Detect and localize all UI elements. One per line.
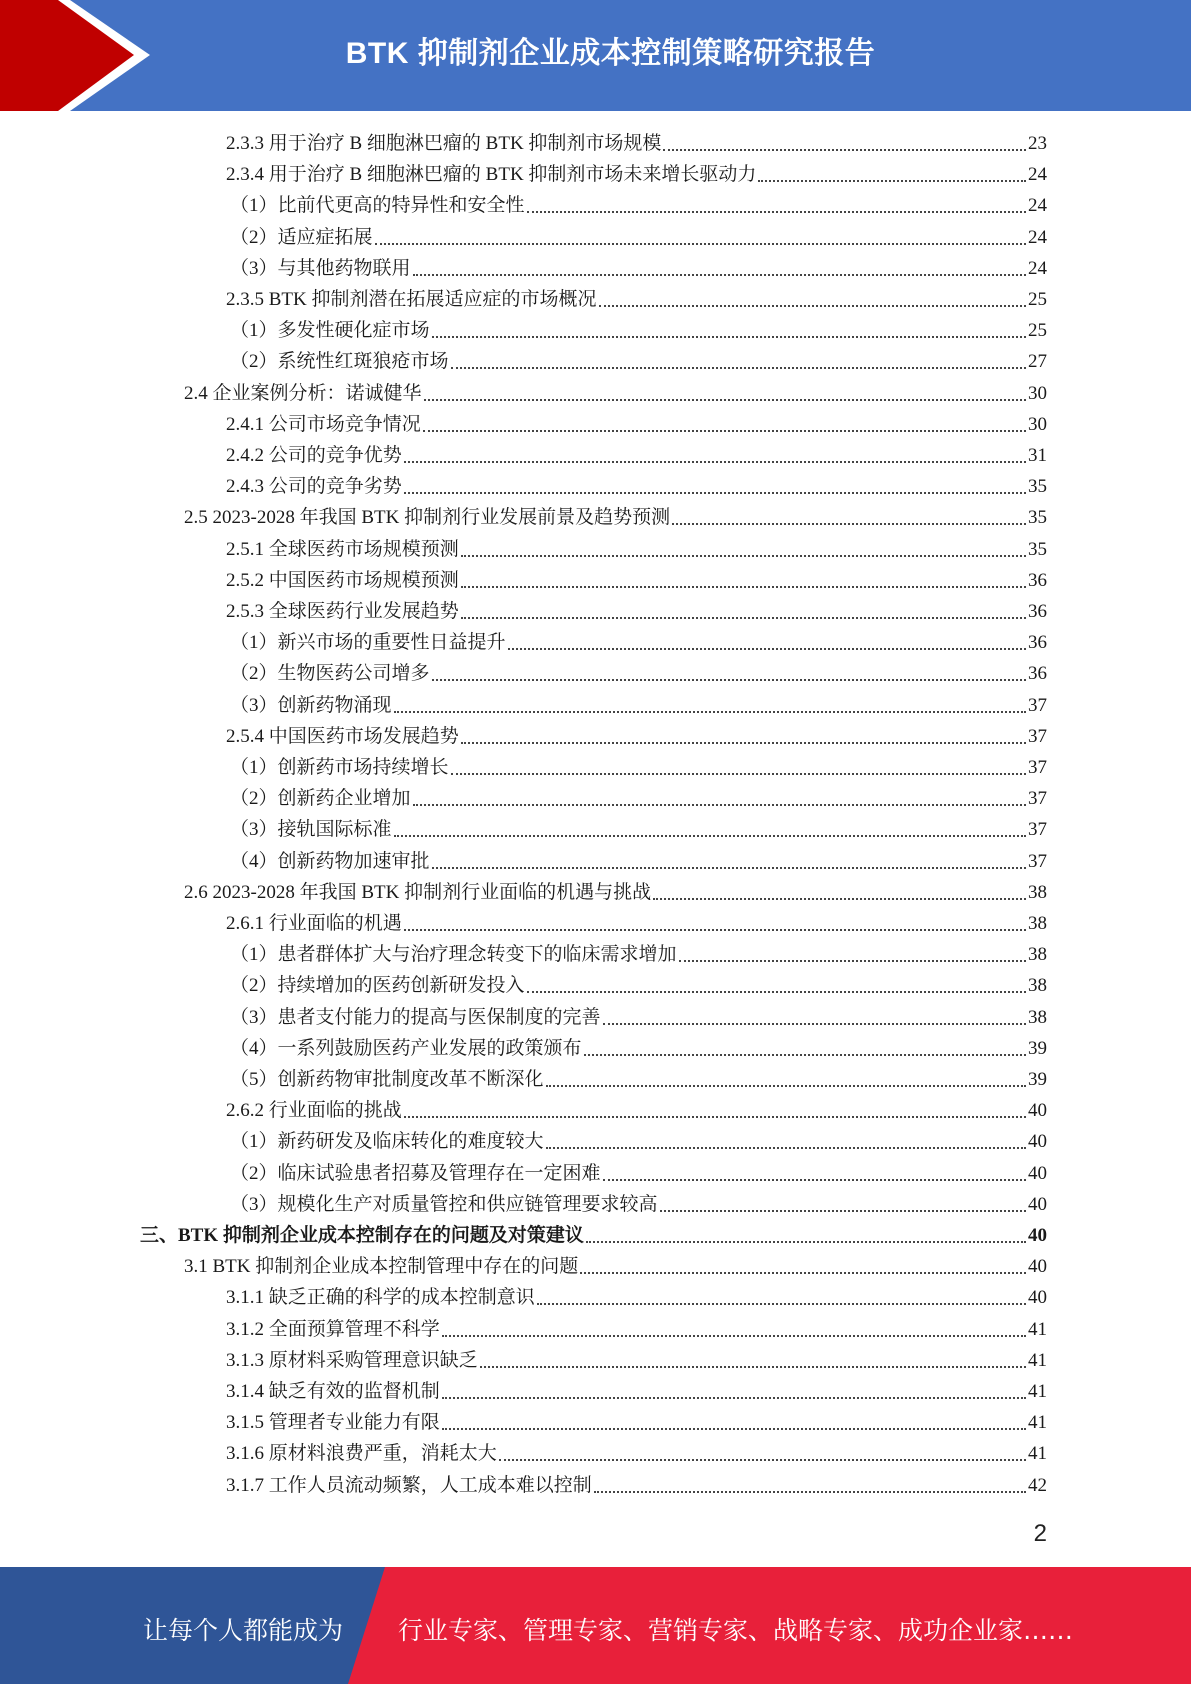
- footer-slogan-right: 行业专家、管理专家、营销专家、战略专家、成功企业家……: [398, 1616, 1074, 1645]
- toc-entry[interactable]: [230, 938, 1047, 966]
- toc-entry-page: 41: [1028, 1443, 1047, 1465]
- toc-entry-page: 23: [1028, 133, 1047, 154]
- toc-entry-page: 24: [1028, 164, 1047, 186]
- toc-entry-title: 2.6.2 行业面临的挑战: [226, 1100, 402, 1122]
- toc-entry-title: （3）创新药物涌现: [230, 694, 392, 716]
- toc-entry-title: （1）多发性硬化症市场: [230, 320, 430, 342]
- toc-dot-leader: [594, 1491, 1026, 1493]
- toc-entry[interactable]: [230, 1157, 1047, 1185]
- toc-entry-page: 27: [1028, 351, 1047, 373]
- toc-entry[interactable]: [226, 1281, 1047, 1309]
- toc-entry-title: （5）创新药物审批制度改革不断深化: [230, 1069, 544, 1090]
- toc-entry-page: 31: [1028, 445, 1047, 466]
- toc-entry-page: 38: [1028, 881, 1047, 903]
- toc-entry-title: 2.3.4 用于治疗 B 细胞淋巴瘤的 BTK 抑制剂市场未来增长驱动力: [226, 164, 757, 186]
- toc-entry[interactable]: [230, 189, 1047, 217]
- toc-entry-page: 41: [1028, 1412, 1047, 1434]
- toc-entry-title: 2.4.3 公司的竞争劣势: [226, 476, 402, 498]
- toc-entry-title: 3.1 BTK 抑制剂企业成本控制管理中存在的问题: [184, 1256, 579, 1278]
- toc-entry[interactable]: [230, 782, 1047, 810]
- toc-entry-page: 36: [1028, 601, 1047, 622]
- toc-entry-page: 24: [1028, 195, 1047, 217]
- toc-entry-page: 24: [1028, 257, 1047, 279]
- toc-entry-title: 2.4.2 公司的竞争优势: [226, 445, 402, 466]
- toc-entry[interactable]: [230, 1188, 1047, 1216]
- toc-dot-leader: [432, 867, 1026, 869]
- toc-entry-title: 3.1.2 全面预算管理不科学: [226, 1318, 440, 1340]
- toc-entry-title: （4）一系列鼓励医药产业发展的政策颁布: [230, 1037, 582, 1059]
- toc-dot-leader: [413, 804, 1026, 806]
- toc-dot-leader: [599, 305, 1026, 307]
- toc-entry-page: 35: [1028, 476, 1047, 498]
- toc-entry-title: 2.4 企业案例分析：诺诚健华: [184, 382, 422, 404]
- toc-entry-page: 37: [1028, 788, 1047, 810]
- toc-dot-leader: [461, 555, 1026, 557]
- toc-entry-title: （2）创新药企业增加: [230, 788, 411, 810]
- toc-entry-title: 3.1.5 管理者专业能力有限: [226, 1412, 440, 1434]
- toc-entry[interactable]: [230, 689, 1047, 717]
- toc-entry-page: 40: [1028, 1193, 1047, 1215]
- toc-entry[interactable]: [226, 1094, 1047, 1122]
- toc-entry-page: 41: [1028, 1349, 1047, 1371]
- toc-entry[interactable]: [184, 377, 1047, 405]
- toc-dot-leader: [672, 523, 1026, 525]
- toc-dot-leader: [546, 1147, 1026, 1149]
- toc-dot-leader: [404, 492, 1026, 494]
- toc-entry[interactable]: [226, 1469, 1047, 1497]
- toc-entry-page: 37: [1028, 819, 1047, 841]
- toc-entry-page: 30: [1028, 382, 1047, 404]
- toc-entry-title: 3.1.6 原材料浪费严重，消耗太大: [226, 1443, 497, 1465]
- toc-entry-page: 40: [1028, 1162, 1047, 1184]
- toc-entry-page: 38: [1028, 913, 1047, 934]
- toc-entry-title: （3）患者支付能力的提高与医保制度的完善: [230, 1006, 601, 1028]
- toc-entry-page: 36: [1028, 663, 1047, 685]
- toc-entry-title: 2.6.1 行业面临的机遇: [226, 913, 402, 934]
- toc-entry-page: 40: [1028, 1225, 1047, 1246]
- toc-entry[interactable]: [226, 1406, 1047, 1434]
- toc-dot-leader: [546, 1085, 1026, 1087]
- toc-dot-leader: [432, 336, 1026, 338]
- toc-entry[interactable]: [226, 158, 1047, 186]
- toc-entry[interactable]: [230, 813, 1047, 841]
- toc-entry-page: 38: [1028, 1006, 1047, 1028]
- toc-entry-page: 40: [1028, 1131, 1047, 1153]
- toc-entry-title: 2.4.1 公司市场竞争情况: [226, 413, 421, 435]
- page-number: 2: [1033, 1520, 1047, 1547]
- toc-dot-leader: [480, 1366, 1026, 1368]
- toc-dot-leader: [404, 929, 1026, 931]
- toc-entry-title: 三、BTK 抑制剂企业成本控制存在的问题及对策建议: [140, 1225, 584, 1246]
- toc-entry-title: 2.6 2023-2028 年我国 BTK 抑制剂行业面临的机遇与挑战: [184, 881, 652, 903]
- toc-entry-page: 25: [1028, 320, 1047, 342]
- toc-entry-page: 40: [1028, 1287, 1047, 1309]
- toc-entry-page: 42: [1028, 1474, 1047, 1496]
- toc-entry-page: 37: [1028, 694, 1047, 716]
- toc-entry-page: 25: [1028, 289, 1047, 310]
- toc-dot-leader: [424, 399, 1026, 401]
- toc-entry[interactable]: [230, 657, 1047, 685]
- toc-entry-page: 38: [1028, 944, 1047, 966]
- toc-entry[interactable]: [226, 533, 1047, 561]
- toc-entry[interactable]: [230, 221, 1047, 249]
- toc-entry-title: 3.1.3 原材料采购管理意识缺乏: [226, 1349, 478, 1371]
- toc-dot-leader: [442, 1397, 1026, 1399]
- toc-entry[interactable]: [230, 626, 1047, 654]
- toc-entry[interactable]: [230, 1125, 1047, 1153]
- toc-entry[interactable]: [226, 907, 1047, 935]
- toc-entry-page: 39: [1028, 1037, 1047, 1059]
- toc-dot-leader: [499, 1459, 1026, 1461]
- toc-dot-leader: [451, 773, 1026, 775]
- toc-entry[interactable]: [230, 751, 1047, 779]
- toc-dot-leader: [404, 1116, 1026, 1118]
- toc-dot-leader: [603, 1023, 1026, 1025]
- toc-entry-page: 24: [1028, 226, 1047, 248]
- toc-entry-page: 37: [1028, 725, 1047, 747]
- toc-entry[interactable]: [230, 314, 1047, 342]
- toc-entry-title: （2）适应症拓展: [230, 226, 373, 248]
- toc-entry-title: （2）系统性红斑狼疮市场: [230, 351, 449, 373]
- toc-dot-leader: [394, 711, 1026, 713]
- toc-entry[interactable]: [226, 127, 1047, 155]
- toc-dot-leader: [508, 648, 1026, 650]
- toc-dot-leader: [653, 898, 1026, 900]
- toc-entry-page: 39: [1028, 1069, 1047, 1090]
- toc-entry[interactable]: [226, 1344, 1047, 1372]
- toc-dot-leader: [423, 430, 1026, 432]
- toc-entry[interactable]: [230, 1063, 1047, 1091]
- toc-entry-title: （2）持续增加的医药创新研发投入: [230, 975, 525, 997]
- toc-entry-page: 37: [1028, 850, 1047, 872]
- toc-entry[interactable]: [226, 564, 1047, 592]
- toc-dot-leader: [394, 835, 1026, 837]
- toc-dot-leader: [413, 274, 1026, 276]
- toc-dot-leader: [586, 1241, 1026, 1243]
- toc-entry-title: 3.1.1 缺乏正确的科学的成本控制意识: [226, 1287, 535, 1309]
- toc-dot-leader: [527, 991, 1026, 993]
- toc-entry[interactable]: [230, 252, 1047, 280]
- toc-entry[interactable]: [184, 501, 1047, 529]
- toc-dot-leader: [432, 679, 1026, 681]
- toc-entry-title: （3）与其他药物联用: [230, 257, 411, 279]
- toc-dot-leader: [442, 1335, 1026, 1337]
- toc-entry[interactable]: [226, 1313, 1047, 1341]
- toc-entry-title: 2.5.4 中国医药市场发展趋势: [226, 725, 459, 747]
- toc-dot-leader: [442, 1428, 1026, 1430]
- toc-dot-leader: [663, 149, 1026, 151]
- toc-entry[interactable]: [226, 1375, 1047, 1403]
- toc-entry-title: 2.3.3 用于治疗 B 细胞淋巴瘤的 BTK 抑制剂市场规模: [226, 133, 662, 154]
- document-title: BTK 抑制剂企业成本控制策略研究报告: [345, 37, 876, 70]
- toc-dot-leader: [660, 1210, 1026, 1212]
- toc-entry-page: 35: [1028, 538, 1047, 560]
- toc-entry[interactable]: [226, 595, 1047, 623]
- toc-entry-page: 40: [1028, 1100, 1047, 1122]
- toc-dot-leader: [461, 617, 1026, 619]
- toc-entry-title: （1）患者群体扩大与治疗理念转变下的临床需求增加: [230, 944, 677, 966]
- toc-entry-title: 2.5.2 中国医药市场规模预测: [226, 569, 459, 591]
- toc-entry-title: （1）新药研发及临床转化的难度较大: [230, 1131, 544, 1153]
- toc-entry-title: 3.1.4 缺乏有效的监督机制: [226, 1381, 440, 1402]
- toc-entry-title: （2）临床试验患者招募及管理存在一定困难: [230, 1162, 601, 1184]
- toc-entry-title: （3）接轨国际标准: [230, 819, 392, 841]
- toc-entry-page: 36: [1028, 632, 1047, 654]
- toc-entry-title: 2.5 2023-2028 年我国 BTK 抑制剂行业发展前景及趋势预测: [184, 507, 671, 529]
- toc-entry[interactable]: [184, 1250, 1047, 1278]
- toc-entry[interactable]: [226, 439, 1047, 467]
- toc-entry-title: （4）创新药物加速审批: [230, 850, 430, 872]
- toc-entry[interactable]: [226, 1437, 1047, 1465]
- toc-entry[interactable]: [230, 969, 1047, 997]
- toc-entry[interactable]: [230, 1001, 1047, 1029]
- toc-entry[interactable]: [140, 1219, 1047, 1247]
- footer-banner: [0, 1567, 1191, 1684]
- toc-dot-leader: [537, 1303, 1026, 1305]
- toc-entry-page: 30: [1028, 413, 1047, 435]
- toc-dot-leader: [375, 243, 1026, 245]
- toc-entry-title: 2.5.3 全球医药行业发展趋势: [226, 601, 459, 622]
- toc-entry[interactable]: [230, 845, 1047, 873]
- toc-entry-title: （1）比前代更高的特异性和安全性: [230, 195, 525, 217]
- toc-dot-leader: [527, 211, 1026, 213]
- toc-dot-leader: [603, 1179, 1026, 1181]
- footer-slogan-left: 让每个人都能成为: [143, 1616, 344, 1645]
- toc-entry-title: 2.5.1 全球医药市场规模预测: [226, 538, 459, 560]
- toc-entry-page: 37: [1028, 757, 1047, 778]
- toc-dot-leader: [404, 461, 1026, 463]
- toc-entry[interactable]: [230, 345, 1047, 373]
- header-banner: [0, 0, 1191, 111]
- toc-entry-page: 40: [1028, 1256, 1047, 1278]
- toc-entry[interactable]: [226, 720, 1047, 748]
- toc-entry[interactable]: [226, 470, 1047, 498]
- toc-entry-title: （3）规模化生产对质量管控和供应链管理要求较高: [230, 1193, 658, 1215]
- toc-dot-leader: [584, 1054, 1026, 1056]
- toc-entry[interactable]: [226, 408, 1047, 436]
- toc-dot-leader: [451, 367, 1026, 369]
- toc-entry-page: 35: [1028, 507, 1047, 529]
- toc-entry[interactable]: [184, 876, 1047, 904]
- toc-entry-title: 3.1.7 工作人员流动频繁，人工成本难以控制: [226, 1474, 592, 1496]
- toc-entry-page: 38: [1028, 975, 1047, 997]
- toc-entry-page: 41: [1028, 1318, 1047, 1340]
- toc-entry[interactable]: [226, 283, 1047, 311]
- toc-dot-leader: [758, 180, 1026, 182]
- toc-dot-leader: [580, 1272, 1026, 1274]
- toc-entry-page: 41: [1028, 1381, 1047, 1402]
- toc-entry-title: （2）生物医药公司增多: [230, 663, 430, 685]
- toc-dot-leader: [461, 586, 1026, 588]
- toc-entry[interactable]: [230, 1032, 1047, 1060]
- toc-dot-leader: [461, 742, 1026, 744]
- toc-entry-title: （1）新兴市场的重要性日益提升: [230, 632, 506, 654]
- toc-entry-page: 36: [1028, 569, 1047, 591]
- toc-dot-leader: [679, 960, 1026, 962]
- toc-entry-title: 2.3.5 BTK 抑制剂潜在拓展适应症的市场概况: [226, 289, 597, 310]
- toc-entry-title: （1）创新药市场持续增长: [230, 757, 449, 778]
